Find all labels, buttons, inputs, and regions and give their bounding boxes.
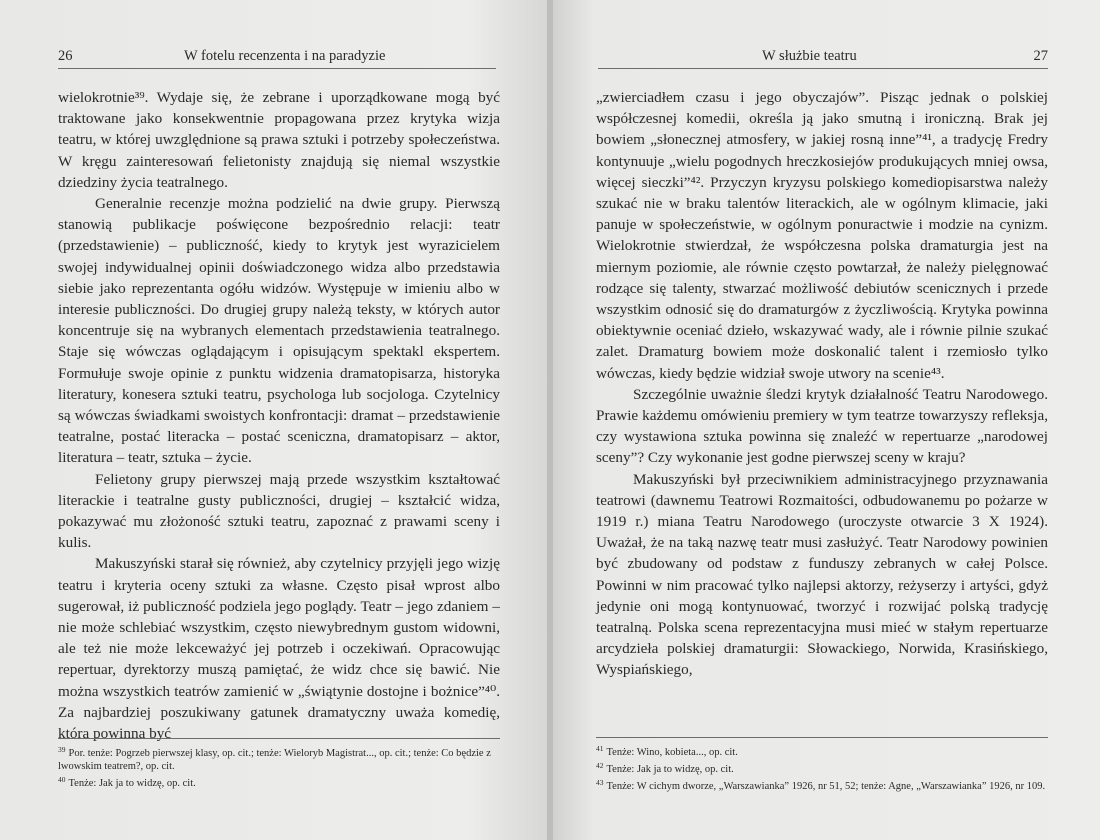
running-title: W fotelu recenzenta i na paradyzie [184, 48, 386, 64]
left-footnotes [58, 738, 500, 790]
footnote-text: Tenże: Wino, kobieta..., op. cit. [606, 747, 738, 758]
book-gutter [547, 0, 553, 840]
footnote [58, 743, 500, 773]
left-body [58, 87, 500, 744]
page-number: 27 [1033, 48, 1048, 64]
right-page [550, 0, 1100, 840]
paragraph: wielokrotnie³⁹. Wydaje się, że zebrane i uporządkowane mogą być traktowane jako konsekwentnie propagowana przez krytyka wizja teatru, w której uwzględnione są prawa sztuki i potrzeby społeczeństwa. W kręgu zainteresowań felietonisty znajdują się niemal wszystkie dziedziny życia teatralnego. [58, 89, 500, 191]
right-footnotes [596, 737, 1048, 793]
footnote-marker: 42 [596, 761, 604, 770]
footnote-marker: 43 [596, 778, 604, 787]
right-body [596, 87, 1048, 681]
footnote-text: Tenże: W cichym dworze, „Warszawianka” 1926, nr 51, 52; tenże: Agne, „Warszawianka” 1926, nr 109. [606, 781, 1046, 792]
footnote [596, 776, 1048, 793]
page-number: 26 [58, 48, 73, 64]
paragraph: Szczególnie uważnie śledzi krytyk działalność Teatru Narodowego. Prawie każdemu omówieniu premiery w tym teatrze towarzyszy refleksja, czy wystawiona sztuka powinna się znaleźć w repertuarze „narodowej sceny”? Czy wykonanie jest godne pierwszej sceny w kraju? [596, 385, 1048, 467]
footnote-text: Tenże: Jak ja to widzę, op. cit. [606, 764, 734, 775]
paragraph: Makuszyński był przeciwnikiem administracyjnego przyznawania teatrowi (dawnemu Teatrowi Rozmaitości, odbudowanemu po pożarze w 1919 r.) miana Teatru Narodowego (uroczyste otwarcie 3 X 1924). Uważał, że na taką nazwę teatr musi zasłużyć. Teatr Narodowy powinien być zbudowany od podstaw z funduszy zebranych w całej Polsce. Powinni w nim pracować tylko najlepsi aktorzy, reżyserzy i artyści, gdyż jedynie oni mogą kontynuować, tworzyć i rozwijać polską tradycję teatralną. Polska scena reprezentacyjna musi mieć w stałym repertuarze arcydzieła polskiej dramaturgii: Słowackiego, Norwida, Krasińskiego, Wyspiańskiego, [596, 470, 1048, 679]
left-header [58, 48, 496, 69]
footnote-marker: 39 [58, 745, 66, 754]
running-title: W służbie teatru [762, 48, 857, 64]
footnote [596, 759, 1048, 776]
paragraph: Makuszyński starał się również, aby czytelnicy przyjęli jego wizję teatru i kryteria oceny sztuki za własne. Często pisał wprost albo sugerował, iż publiczność podziela jego poglądy. Teatr – jego zdaniem – nie może schlebiać wszystkim, często niewybrednym gustom widowni, ale też nie może lekceważyć jej potrzeb i oczekiwań. Opracowując repertuar, dyrektorzy muszą pamiętać, że widz chce się bawić. Nie można wszystkich teatrów zamienić w „świątynie dostojne i bożnice”⁴⁰. Za najbardziej poszukiwany gatunek dramatyczny uważa komedię, która powinna być [58, 555, 500, 743]
footnote [596, 742, 1048, 759]
footnote-marker: 41 [596, 744, 604, 753]
paragraph: Generalnie recenzje można podzielić na dwie grupy. Pierwszą stanowią publikacje poświęcone bezpośrednio relacji: teatr (przedstawienie) – publiczność, kiedy to krytyk jest wyrazicielem swojej indywidualnej opinii doświadczonego widza albo przedstawia siebie jako reprezentanta ogółu widzów. Występuje w imieniu albo w interesie publiczności. Do drugiej grupy należą teksty, w których autor koncentruje się na wybranych elementach przedstawienia teatralnego. Staje się wówczas oglądającym i opisującym spektakl ekspertem. Formułuje swoje opinie z punktu widzenia dramatopisarza, historyka literatury, konesera sztuki teatru, psychologa lub socjologa. Czytelnicy są wówczas świadkami swoistych konfrontacji: dramat – przedstawienie teatralne, postać literacka – postać sceniczna, dramatopisarz – aktor, literatura – teatr, sztuka – życie. [58, 195, 500, 467]
footnote-marker: 40 [58, 775, 66, 784]
paragraph: „zwierciadłem czasu i jego obyczajów”. Pisząc jednak o polskiej współczesnej komedii, określa ją jako smutną i ironiczną. Brak jej bowiem „słonecznej atmosfery, w jakiej rosną inne”⁴¹, a tradycję Fredry kontynuuje „wielu pogodnych hreczkosiejów produkujących mniej owsa, więcej sieczki”⁴². Przyczyn kryzysu polskiego komediopisarstwa należy szukać nie w braku talentów literackich, ale w ogólnym klimacie, jaki panuje w społeczeństwie, w ogólnym ponuractwie i modzie na cynizm. Wielokrotnie stwierdzał, że współczesna polska dramaturgia jest na miernym poziomie, ale równie często powtarzał, że należy pielęgnować rodzące się talenty, stwarzać możliwość debiutów scenicznych i przede wszystkim odnosić się do dramaturgów z życzliwością. Krytyka powinna obiektywnie oceniać dzieło, wskazywać wady, ale i równie pilnie szukać zalet. Dramaturg bowiem może doskonalić talent i rzemiosło tylko wówczas, kiedy będzie widział swoje utwory na scenie⁴³. [596, 89, 1048, 382]
footnote-text: Por. tenże: Pogrzeb pierwszej klasy, op. cit.; tenże: Wieloryb Magistrat..., op. cit.; tenże: Co będzie z lwowskim teatrem?, op. cit. [58, 748, 491, 772]
footnote-text: Tenże: Jak ja to widzę, op. cit. [68, 778, 196, 789]
footnote [58, 773, 500, 790]
paragraph: Felietony grupy pierwszej mają przede wszystkim kształtować literackie i teatralne gusty publiczności, drugiej – kształcić widza, pokazywać mu złożoność sztuki teatru, zapoznać z prawami sceny i kulis. [58, 470, 500, 552]
right-header [598, 48, 1048, 69]
